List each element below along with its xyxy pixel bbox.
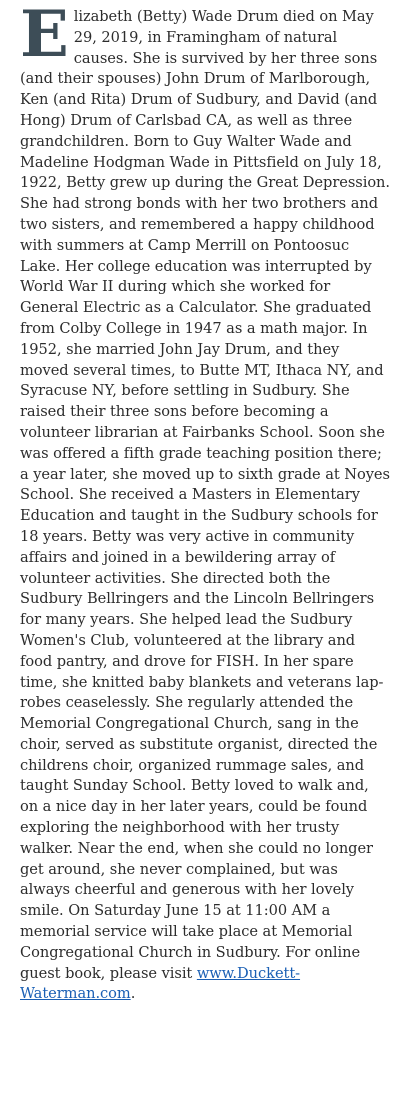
- guest-book-link[interactable]: www.Duckett-Waterman.com: [20, 964, 301, 1003]
- drop-cap-letter: E: [20, 0, 69, 72]
- trailing-period: .: [130, 985, 136, 1003]
- obituary-body-text: lizabeth (Betty) Wade Drum died on May 29, 2019, in Framingham of natural causes. She is survived by her three sons (and their spouses) John Drum of Marlborough, Ken (and Rita) Drum of Sudbury, and David (and Hong) Drum of Carlsbad CA, as well as three grandchildren. Born to Guy Walter Wade and Madeline Hodgman Wade in Pittsfield on July 18, 1922, Betty grew up during the Great Depression. She had strong bonds with her two brothers and two sisters, and remembered a happy childhood with summers at Camp Merrill on Pontoosuc Lake. Her college education was interrupted by World War II during which she worked for General Electric as a Calculator. She graduated from Colby College in 1947 as a math major. In 1952, she married John Jay Drum, and they moved several times, to Butte MT, Ithaca NY, and Syracuse NY, before settling in Sudbury. She raised their three sons before becoming a volunteer librarian at Fairbanks School. Soon she was offered a fifth grade teaching position there; a year later, she moved up to sixth grade at Noyes School. She received a Masters in Elementary Education and taught in the Sudbury schools for 18 years. Betty was very active in community affairs and joined in a bewildering array of volunteer activities. She directed both the Sudbury Bellringers and the Lincoln Bellringers for many years. She helped lead the Sudbury Women's Club, volunteered at the library and food pantry, and drove for FISH. In her spare time, she knitted baby blankets and veterans lap-robes ceaselessly. She regularly attended the Memorial Congregational Church, sang in the choir, served as substitute organist, directed the childrens choir, organized rummage sales, and taught Sunday School. Betty loved to walk and, on a nice day in her later years, could be found exploring the neighborhood with her trusty walker. Near the end, when she could no longer get around, she never complained, but was always cheerful and generous with her lovely smile. On Saturday June 15 at 11:00 AM a memorial service will take place at Memorial Congregational Church in Sudbury. For online guest book, please visit: [20, 8, 390, 982]
- obituary-paragraph: [20, 0, 390, 1005]
